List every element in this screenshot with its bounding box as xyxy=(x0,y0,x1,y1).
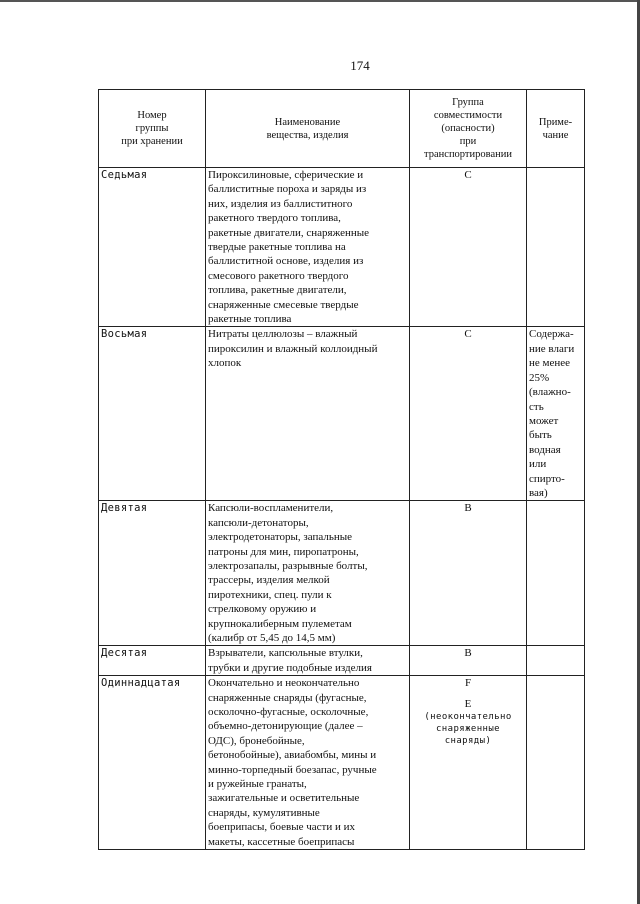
scan-top-edge xyxy=(0,0,640,2)
compatibility-cell xyxy=(410,676,527,850)
header-note: Приме- чание xyxy=(527,90,585,168)
note-cell xyxy=(527,168,585,327)
group-cell: Одиннадцатая xyxy=(99,676,206,850)
page-number: 174 xyxy=(350,58,370,73)
group-cell: Седьмая xyxy=(99,168,206,327)
compatibility-cell: C xyxy=(410,327,527,501)
header-compatibility-group: Группа совместимости (опасности) при транспортировании xyxy=(410,90,527,168)
group-cell: Девятая xyxy=(99,501,206,646)
table-header-row xyxy=(99,90,585,168)
compat-primary: F xyxy=(464,677,472,690)
compatibility-cell: B xyxy=(410,501,527,646)
header-substance-name: Наименование вещества, изделия xyxy=(206,90,410,168)
header-group-number: Номер группы при хранении xyxy=(99,90,206,168)
note-cell xyxy=(527,646,585,676)
group-cell: Восьмая xyxy=(99,327,206,501)
table-row xyxy=(99,646,585,676)
table-row xyxy=(99,168,585,327)
table-row xyxy=(99,327,585,501)
note-cell xyxy=(527,676,585,850)
table-row xyxy=(99,676,585,850)
compatibility-cell: C xyxy=(410,168,527,327)
group-cell: Десятая xyxy=(99,646,206,676)
name-cell: Нитраты целлюлозы – влажный пироксилин и влажный коллоидный хлопок xyxy=(206,327,410,501)
compatibility-cell: B xyxy=(410,646,527,676)
compat-note: снаряженные xyxy=(435,724,500,735)
name-cell: Капсюли-воспламенители, капсюли-детонаторы, электродетонаторы, запальные патроны для мин, пиропатроны, электрозапалы, разрывные болты, трассеры, изделия мелкой пиротехники, спец. пули к стрелковому оружию и крупнокалиберным пулеметам (калибр от 5,45 до 14,5 мм) xyxy=(206,501,410,646)
compat-note: (неокончательно xyxy=(424,712,512,723)
storage-groups-table xyxy=(98,89,585,850)
name-cell: Окончательно и неокончательно снаряженные снаряды (фугасные, осколочно-фугасные, осколочные, объемно-детонирующие (далее – ОДС), бронебойные, бетонобойные), авиабомбы, мины и минно-торпедный боезапас, ручные и ружейные гранаты, зажигательные и осветительные снаряды, кумулятивные боеприпасы, боевые части и их макеты, кассетные боеприпасы xyxy=(206,676,410,850)
name-cell: Пироксилиновые, сферические и баллиститные пороха и заряды из них, изделия из баллиститного ракетного твердого топлива, ракетные двигатели, снаряженные твердые ракетные топлива на баллиститной основе, изделия из смесового ракетного твердого топлива, ракетные двигатели, снаряженные смесевые твердые ракетные топлива xyxy=(206,168,410,327)
table-row xyxy=(99,501,585,646)
note-cell xyxy=(527,501,585,646)
compat-secondary: E xyxy=(464,697,472,710)
note-cell: Содержа- ние влаги не менее 25% (влажно- сть может быть водная или спирто- вая) xyxy=(527,327,585,501)
compat-note: снаряды) xyxy=(444,736,492,747)
name-cell: Взрыватели, капсюльные втулки, трубки и другие подобные изделия xyxy=(206,646,410,676)
